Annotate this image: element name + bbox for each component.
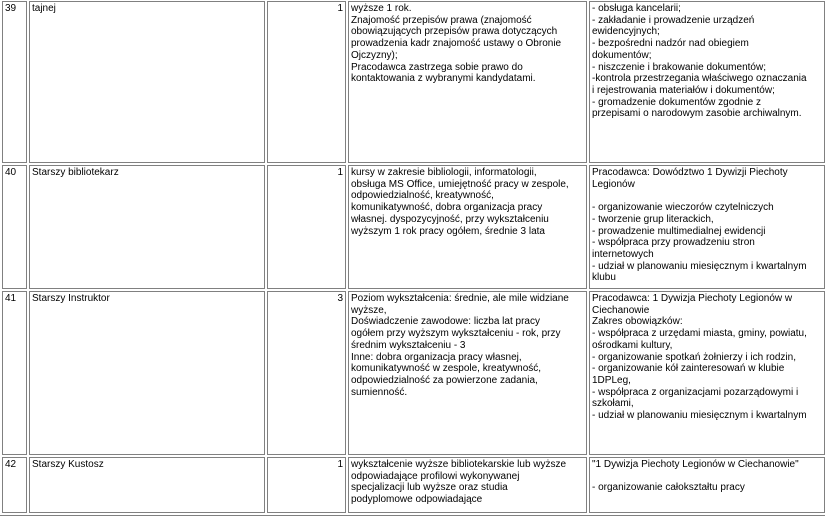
requirements-line: Poziom wykształcenia: średnie, ale mile widziane — [351, 293, 569, 304]
duties-line: Pracodawca: Dowództwo 1 Dywizji Piechoty — [592, 167, 788, 178]
duties-cell — [589, 165, 825, 289]
duties-line: i rejestrowania materiałów i dokumentów; — [592, 84, 775, 96]
duties-line: przepisami o narodowym zasobie archiwalnym. — [592, 108, 802, 120]
table-row — [2, 457, 825, 513]
requirements-line: odpowiadające profilowi wykonywanej — [351, 470, 520, 482]
duties-line: ewidencyjnych; — [592, 26, 660, 38]
duties-cell — [589, 457, 825, 513]
duties-cell — [589, 1, 825, 163]
duties-line: - współpraca z urzędami miasta, gminy, powiatu, — [592, 328, 807, 340]
count-cell: 1 — [267, 457, 346, 513]
duties-line: dokumentów; — [592, 49, 652, 61]
count-cell: 1 — [267, 165, 346, 289]
duties-line: -kontrola przestrzegania właściwego oznaczania — [592, 73, 807, 85]
requirements-line: wyższym 1 rok pracy ogółem, średnie 3 lata — [351, 225, 545, 237]
requirements-line: obsługa MS Office, umiejętność pracy w zespole, — [351, 178, 569, 190]
row-number-cell: 41 — [2, 291, 27, 455]
duties-cell — [589, 291, 825, 455]
row-number-cell: 42 — [2, 457, 27, 513]
requirements-cell — [348, 457, 587, 513]
requirements-line: wyższe 1 rok. — [351, 3, 412, 14]
requirements-line: kursy w zakresie bibliologii, informatologii, — [351, 167, 537, 178]
requirements-line: Doświadczenie zawodowe: liczba lat pracy — [351, 316, 540, 328]
requirements-line: podyplomowe odpowiadające — [351, 494, 483, 506]
position-cell: tajnej — [29, 1, 265, 163]
requirements-cell — [348, 165, 587, 289]
requirements-line: wyższe, — [351, 304, 387, 316]
requirements-line: sumienność. — [351, 386, 408, 398]
requirements-line: średnim wykształceniu - 3 — [351, 339, 466, 351]
duties-line: Ciechanowie — [592, 304, 650, 316]
requirements-line: prowadzenia kadr znajomość ustawy o Obronie — [351, 38, 562, 50]
duties-line: - organizowanie wieczorów czytelniczych — [592, 202, 774, 214]
duties-line: - organizowanie całokształtu pracy — [592, 482, 745, 494]
duties-line: - udział w planowaniu miesięcznym i kwartalnym — [592, 410, 807, 422]
requirements-line: Inne: dobra organizacja pracy własnej, — [351, 351, 522, 363]
requirements-line: komunikatywność w zespole, kreatywność, — [351, 363, 542, 375]
requirements-line: Pracodawca zastrzega sobie prawo do — [351, 61, 523, 73]
requirements-line: odpowiedzialność za powierzone zadania, — [351, 374, 538, 386]
table-row — [2, 291, 825, 455]
requirements-line: Znajomość przepisów prawa (znajomość — [351, 14, 532, 26]
duties-line: - bezpośredni nadzór nad obiegiem — [592, 38, 749, 50]
count-cell: 1 — [267, 1, 346, 163]
duties-line: Legionów — [592, 178, 635, 190]
duties-line: Zakres obowiązków: — [592, 316, 683, 328]
table-row — [2, 1, 825, 163]
requirements-line: własnej. dyspozycyjność, przy wykształceniu — [351, 213, 549, 225]
duties-line: internetowych — [592, 248, 654, 260]
requirements-line: specjalizacji lub wyższe oraz studia — [351, 482, 508, 494]
duties-line — [592, 190, 822, 202]
position-cell: Starszy bibliotekarz — [29, 165, 265, 289]
requirements-line: odpowiedzialność, kreatywność, — [351, 190, 494, 202]
table-row — [2, 165, 825, 289]
row-number-cell: 40 — [2, 165, 27, 289]
requirements-line: komunikatywność, dobra organizacja pracy — [351, 202, 543, 214]
duties-line: - współpraca przy prowadzeniu stron — [592, 237, 755, 249]
requirements-line: Ojczyzny); — [351, 49, 398, 61]
requirements-line: kontaktowania z wybranymi kandydatami. — [351, 73, 536, 85]
duties-line: - gromadzenie dokumentów zgodnie z — [592, 96, 761, 108]
duties-line: "1 Dywizja Piechoty Legionów w Ciechanowie" — [592, 459, 799, 470]
count-cell: 3 — [267, 291, 346, 455]
duties-line: - tworzenie grup literackich, — [592, 213, 714, 225]
duties-line: - niszczenie i brakowanie dokumentów; — [592, 61, 766, 73]
duties-line: 1DPLeg, — [592, 374, 631, 386]
requirements-cell — [348, 1, 587, 163]
duties-line: klubu — [592, 272, 616, 284]
duties-line: Pracodawca: 1 Dywizja Piechoty Legionów w — [592, 293, 793, 304]
duties-line: - współpraca z organizacjami pozarządowymi i — [592, 386, 799, 398]
duties-line: - organizowanie spotkań żołnierzy i ich rodzin, — [592, 351, 796, 363]
duties-line: - organizowanie kół zainteresowań w klubie — [592, 363, 785, 375]
requirements-cell — [348, 291, 587, 455]
position-cell: Starszy Instruktor — [29, 291, 265, 455]
requirements-line: obowiązujących przepisów prawa dotyczących — [351, 26, 558, 38]
duties-line — [592, 471, 822, 483]
position-cell: Starszy Kustosz — [29, 457, 265, 513]
duties-line: ośrodkami kultury, — [592, 339, 673, 351]
duties-line: szkołami, — [592, 398, 634, 410]
duties-line: - zakładanie i prowadzenie urządzeń — [592, 14, 755, 26]
requirements-line: wykształcenie wyższe bibliotekarskie lub wyższe — [351, 459, 567, 470]
duties-line: - udział w planowaniu miesięcznym i kwartalnym — [592, 260, 807, 272]
requirements-line: ogółem przy wyższym wykształceniu - rok, przy — [351, 328, 561, 340]
duties-line: - obsługa kancelarii; — [592, 3, 681, 14]
duties-line: - prowadzenie multimedialnej ewidencji — [592, 225, 766, 237]
row-number-cell: 39 — [2, 1, 27, 163]
